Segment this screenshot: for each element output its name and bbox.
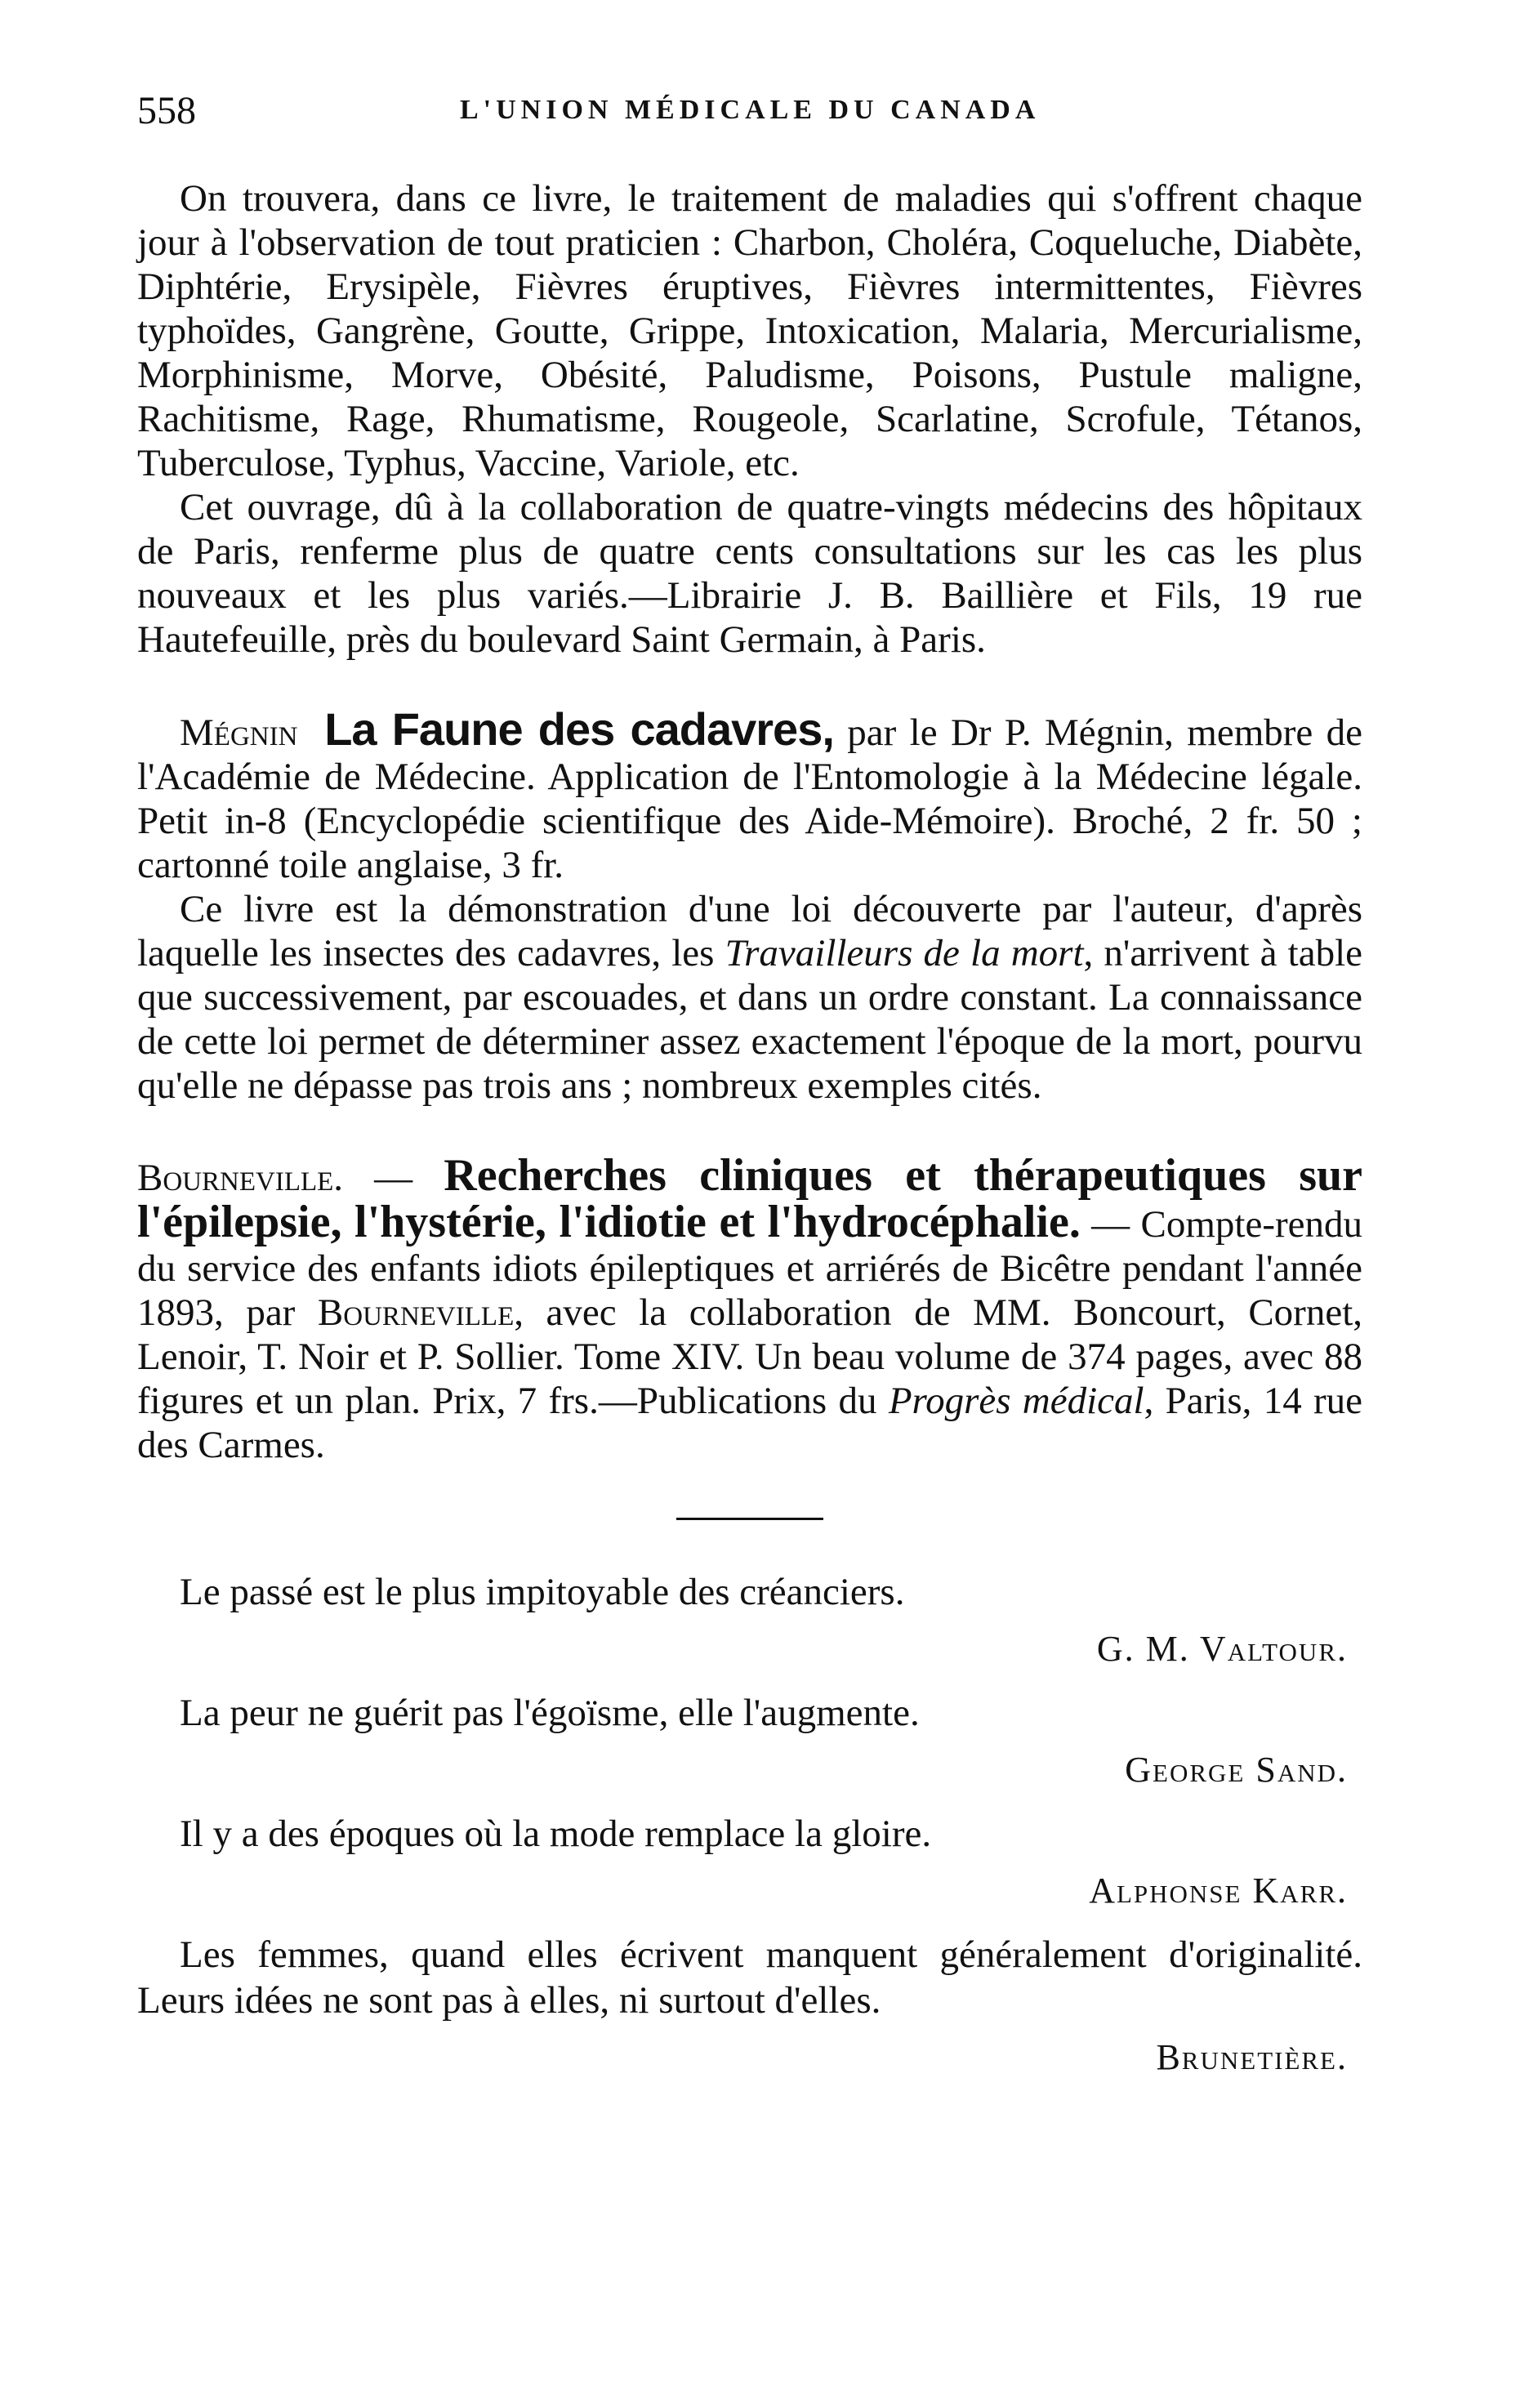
page-header bbox=[137, 88, 1362, 137]
quote-author: George Sand. bbox=[1125, 1750, 1348, 1790]
entry2-text-b: , n'arrivent à table que successivement, par escouades, et dans un ordre constant. La connaissance de cette loi permet de déterminer assez exactement l'époque de la mort, pourvu qu'elle ne dépasse pas trois ans ; nombreux exemples cités. bbox=[137, 932, 1362, 1107]
section-divider bbox=[676, 1518, 823, 1520]
entry3-text-a: — Compte-rendu du service des enfants idiots épileptiques et arriérés de Bicêtre pendant l'année 1893, par bbox=[137, 1203, 1362, 1334]
running-title: L'UNION MÉDICALE DU CANADA bbox=[460, 95, 1041, 125]
quote-author: G. M. Valtour. bbox=[1096, 1629, 1348, 1669]
entry3-text-c: , Paris, 14 rue des Carmes. bbox=[137, 1380, 1362, 1466]
entry1-paragraph-2: Cet ouvrage, dû à la collaboration de quatre-vingts médecins des hôpitaux de Paris, renferme plus de quatre cents consultations sur les cas les plus nouveaux et les plus variés.—Librairie J. B. Baillière et Fils, 19 rue Hautefeuille, près du boulevard Saint Germain, à Paris. bbox=[137, 486, 1362, 661]
quote-author: Alphonse Karr. bbox=[1089, 1871, 1348, 1911]
quotes-section bbox=[137, 1569, 1362, 2080]
entry3-book-title: Recherches cliniques et thérapeutiques sur l'épilepsie, l'hystérie, l'idiotie et l'hydrocéphalie. bbox=[137, 1150, 1362, 1247]
page-number: 558 bbox=[137, 89, 196, 132]
entry3-author-inline: Bourneville bbox=[317, 1291, 515, 1334]
entry2-italic-phrase: Travailleurs de la mort bbox=[725, 932, 1084, 974]
quote-text: Le passé est le plus impitoyable des créanciers. bbox=[180, 1571, 905, 1613]
entry2-text-a: Ce livre est la démonstration d'une loi découverte par l'auteur, d'après laquelle les insectes des cadavres, les bbox=[137, 888, 1362, 974]
entry2-description: par le Dr P. Mégnin, membre de l'Académie de Médecine. Application de l'Entomologie à la Médecine légale. Petit in-8 (Encyclopédie scientifique des Aide-Mémoire). Broché, 2 fr. 50 ; cartonné toile anglaise, 3 fr. bbox=[137, 711, 1363, 886]
page-content bbox=[137, 176, 1362, 2080]
quote-author: Brunetière. bbox=[1156, 2037, 1348, 2077]
entry3-journal-name: Progrès médical bbox=[888, 1380, 1144, 1422]
entry3-author: Bourneville. bbox=[137, 1157, 344, 1199]
quote-text: Les femmes, quand elles écrivent manquent généralement d'originalité. Leurs idées ne sont pas à elles, ni surtout d'elles. bbox=[137, 1933, 1362, 2022]
entry2-book-title: La Faune des cadavres, bbox=[324, 703, 834, 755]
entry2-paragraph-2 bbox=[137, 887, 1362, 1108]
quote-text: La peur ne guérit pas l'égoïsme, elle l'augmente. bbox=[180, 1692, 920, 1734]
entry2-paragraph-1 bbox=[137, 703, 1363, 887]
entry3-text-b: , avec la collaboration de MM. Boncourt, Cornet, Lenoir, T. Noir et P. Sollier. Tome XIV. Un beau volume de 374 pages, avec 88 figures et un plan. Prix, 7 frs.—Publications du bbox=[137, 1291, 1363, 1422]
entry3-paragraph bbox=[137, 1150, 1363, 1467]
entry3-dash: — bbox=[343, 1157, 444, 1199]
entry1-paragraph-1: On trouvera, dans ce livre, le traitement de maladies qui s'offrent chaque jour à l'observation de tout praticien : Charbon, Choléra, Coqueluche, Diabète, Diphtérie, Erysipèle, Fièvres éruptives, Fièvres intermittentes, Fièvres typhoïdes, Gangrène, Goutte, Grippe, Intoxication, Malaria, Mercurialisme, Morphinisme, Morve, Obésité, Paludisme, Poisons, Pustule maligne, Rachitisme, Rage, Rhumatisme, Rougeole, Scarlatine, Scrofule, Tétanos, Tuberculose, Typhus, Vaccine, Variole, etc. bbox=[137, 177, 1362, 484]
entry2-author: Mégnin bbox=[180, 711, 298, 754]
quote-text: Il y a des époques où la mode remplace la gloire. bbox=[180, 1813, 932, 1855]
